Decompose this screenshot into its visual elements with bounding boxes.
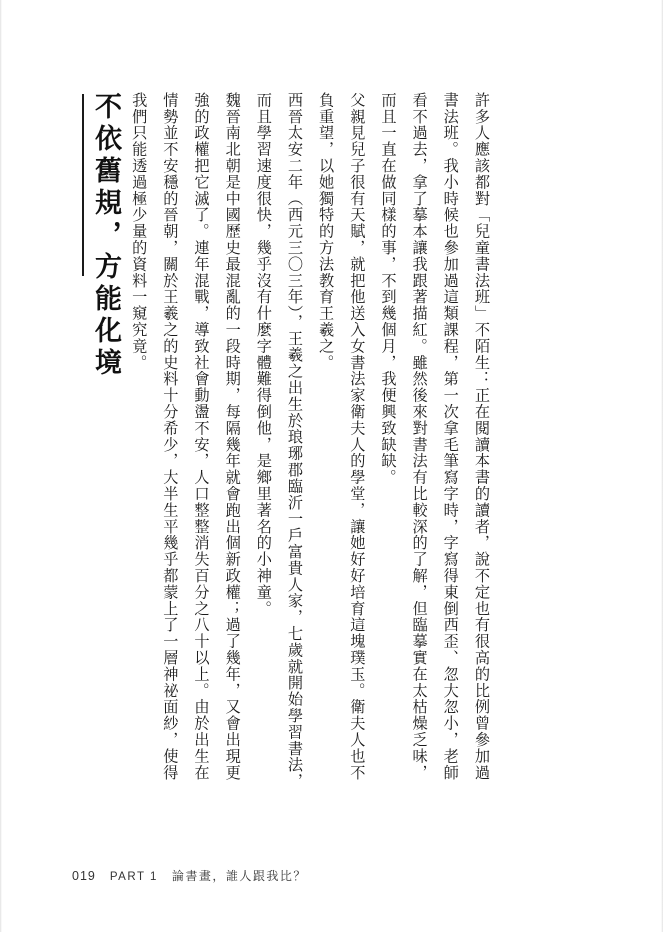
page-body — [72, 92, 601, 792]
chapter-title-block — [82, 92, 121, 792]
title-underline-rule — [82, 94, 84, 276]
paragraph-4: 許多人應該都對「兒童書法班」不陌生：正在閱讀本書的讀者，說不定也有很高的比例曾參加過書法班。我小時候也參加過這類課程，第一次拿毛筆寫字時，字寫得東倒西歪、忽大忽小，老師看不過去，拿了摹本讓我跟著描紅。雖然後來對書法有比較深的了解，但臨摹實在太枯燥乏味，而且一直在做同樣的事，不到幾個月，我便興致缺缺。 — [379, 92, 491, 781]
page-number: 019 — [72, 869, 96, 883]
paragraph-2: 西晉太安二年（西元三〇三年），王羲之出生於琅琊郡臨沂一戶富貴人家，七歲就開始學習書法，而且學習速度很快，幾乎沒有什麼字體難得倒他，是鄉里著名的小神童。 — [254, 92, 304, 790]
chapter-title: 不依舊規，方能化境 — [90, 92, 122, 380]
running-head: 論書畫，誰人跟我比？ — [171, 869, 307, 883]
part-label: PART 1 — [109, 871, 158, 883]
paragraph-1: 魏晉南北朝是中國歷史最混亂的一段時期，每隔幾年就會跑出個新政權；過了幾年，又會出現更強的政權把它滅了。連年混戰，導致社會動盪不安，人口整整消失百分之八十以上。由於出生在情勢並不安穩的晉朝，關於王羲之的史料十分希少，大半生平幾乎都蒙上了一層神祕面紗，使得我們只能透過極少量的資料一窺究竟。 — [130, 92, 242, 781]
paragraph-3: 父親見兒子很有天賦，就把他送入女書法家衛夫人的學堂，讓她好好培育這塊璞玉。衛夫人也不負重望，以她獨特的方法教育王羲之。 — [317, 92, 367, 781]
page-footer — [72, 867, 307, 884]
page-edge-left — [0, 0, 2, 932]
